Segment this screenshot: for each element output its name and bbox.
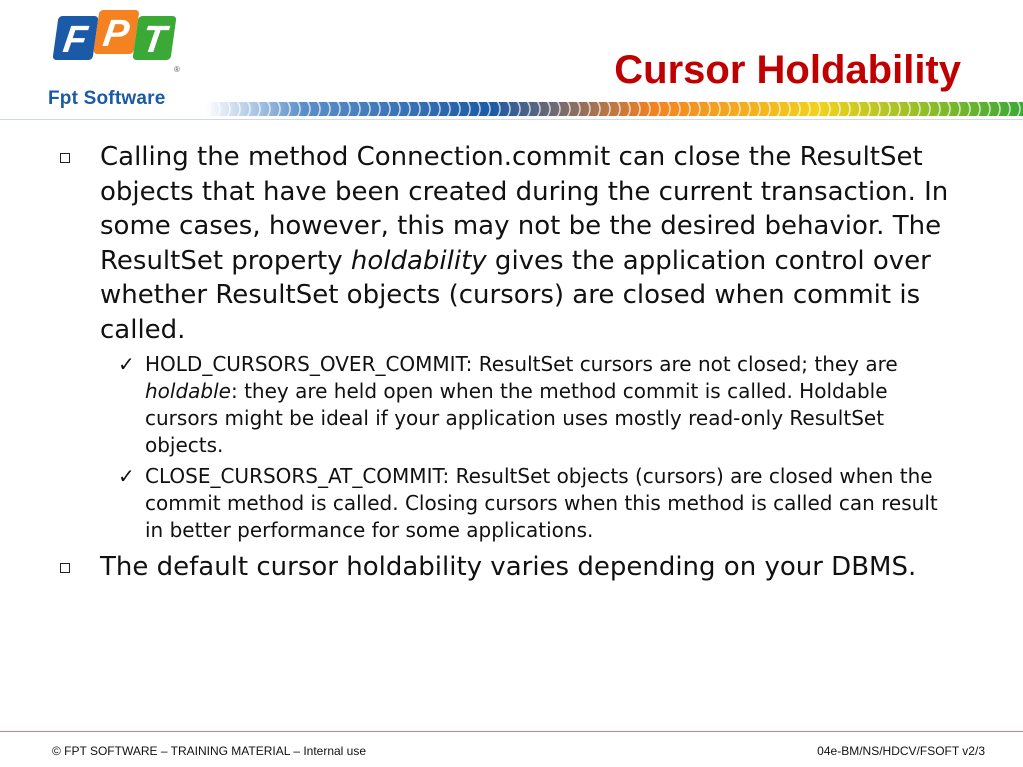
bullet-emphasis: holdability (350, 245, 487, 276)
slide-title: Cursor Holdability (614, 48, 961, 92)
bullet-text: The default cursor holdability varies depending on your DBMS. (100, 552, 917, 582)
bullet-item (60, 140, 960, 347)
sub-bullet-text-continued: : they are held open when the method commit is called. Holdable cursors might be ideal if your application uses mostly read-only ResultSet objects. (145, 379, 888, 457)
svg-text:P: P (100, 12, 132, 55)
sub-bullet-item (60, 463, 960, 544)
checkmark-icon: ✓ (118, 464, 135, 488)
sub-bullet-text: CLOSE_CURSORS_AT_COMMIT: ResultSet objects (cursors) are closed when the commit method is called. Closing cursors when this method is called can result in better performance for some applications. (145, 464, 938, 542)
slide-body (60, 140, 960, 585)
square-bullet-icon (60, 563, 70, 573)
sub-bullet-item (60, 351, 960, 459)
bullet-text: Calling the method Connection.commit can close the ResultSet objects that have been created during the current transaction. In some cases, however, this may not be the desired behavior. The ResultSet property (100, 142, 949, 276)
bullet-item (60, 550, 960, 585)
header-divider (0, 119, 1023, 120)
logo-text: Fpt Software (48, 88, 166, 109)
svg-text:F: F (60, 18, 90, 61)
checkmark-icon: ✓ (118, 352, 135, 376)
header-decorative-stripe (205, 100, 1023, 118)
footer-doc-code: 04e-BM/NS/HDCV/FSOFT v2/3 (817, 744, 985, 758)
sub-bullet-text: HOLD_CURSORS_OVER_COMMIT: ResultSet cursors are not closed; they are (145, 352, 898, 376)
bullet-text-continued: gives the application control over whether ResultSet objects (cursors) are closed when commit is called. (100, 245, 931, 345)
footer-copyright: © FPT SOFTWARE – TRAINING MATERIAL – Internal use (52, 744, 367, 758)
sub-list (60, 351, 960, 544)
square-bullet-icon (60, 153, 70, 163)
footer-divider (0, 731, 1023, 732)
sub-bullet-emphasis: holdable (145, 379, 231, 403)
svg-text:T: T (139, 18, 169, 61)
svg-text:®: ® (174, 65, 180, 74)
